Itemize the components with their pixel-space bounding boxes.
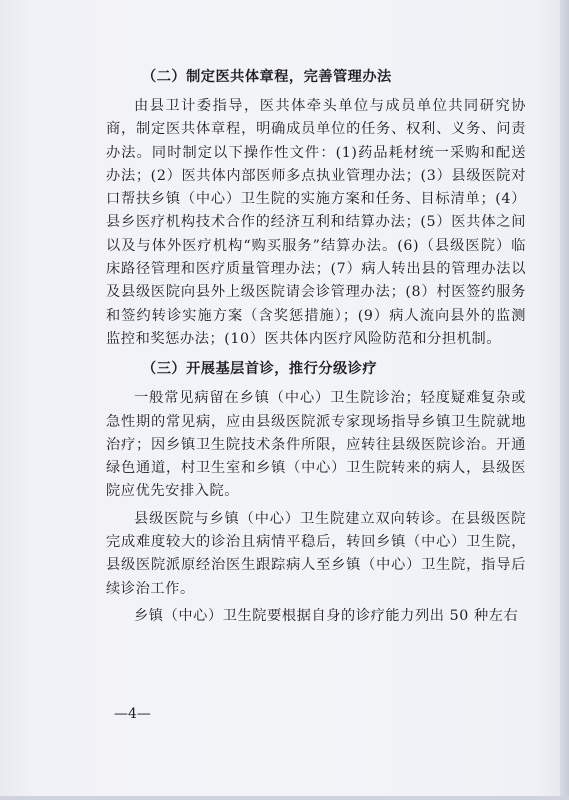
page-edge-shadow: [560, 0, 569, 800]
document-body: [106, 62, 526, 628]
section-heading-3: （三）开展基层首诊，推行分级诊疗: [142, 361, 378, 378]
section-3-paragraph-3: 乡镇（中心）卫生院要根据自身的诊疗能力列出 50 种左右: [134, 607, 519, 624]
section-3-paragraph-2: 县级医院与乡镇（中心）卫生院建立双向转诊。在县级医院完成难度较大的诊治且病情平稳后，转回乡镇（中心）卫生院，县级医院派原经治医生跟踪病人至乡镇（中心）卫生院，指导后续诊治工作。: [106, 510, 526, 597]
section-heading-2: （二）制定医共体章程，完善管理办法: [142, 69, 392, 85]
section-2-paragraph: 由县卫计委指导，医共体牵头单位与成员单位共同研究协商，制定医共体章程，明确成员单位的任务、权利、义务、问责办法。同时制定以下操作性文件：(1)药品耗材统一采购和配送办法；(2）医共体内部医师多点执业管理办法；(3）县级医院对口帮扶乡镇（中心）卫生院的实施方案和任务、目标清单；(4）县乡医疗机构技术合作的经济互利和结算办法；(5）医共体之间以及与体外医疗机构“购买服务”结算办法。(6)（县级医院）临床路径管理和医疗质量管理办法；(7）病人转出县的管理办法以及县级医院向县外上级医院请会诊管理办法；(8）村医签约服务和签约转诊实施方案（含奖惩措施）；(9）病人流向县外的监测监控和奖惩办法；(10）医共体内医疗风险防范和分担机制。: [106, 98, 526, 347]
page-number: —4—: [114, 706, 151, 722]
page-bottom-edge: [0, 796, 569, 800]
section-3-paragraph-1: 一般常见病留在乡镇（中心）卫生院诊治；轻度疑难复杂或急性期的常见病，应由县级医院派专家现场指导乡镇卫生院就地治疗；因乡镇卫生院技术条件所限，应转往县级医院诊治。开通绿色通道，村卫生室和乡镇（中心）卫生院转来的病人，县级医院应优先安排入院。: [106, 390, 526, 500]
